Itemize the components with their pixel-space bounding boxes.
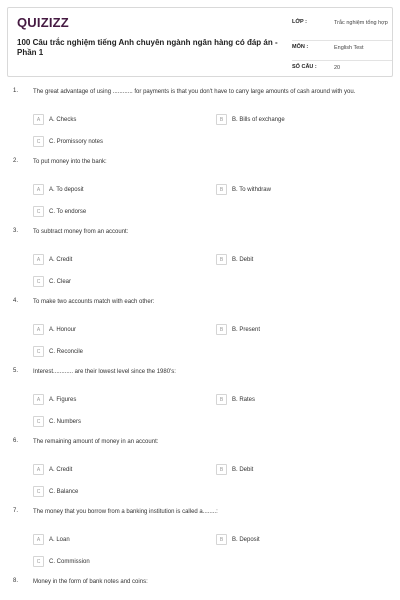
meta-subject-value: English Test [334, 45, 364, 51]
question-number: 6. [13, 438, 19, 444]
option-letter-box: A [33, 114, 44, 125]
option-text: B. Bills of exchange [232, 116, 285, 123]
answer-option[interactable] [216, 254, 253, 265]
answer-option[interactable] [33, 136, 103, 147]
question-number: 8. [13, 578, 19, 584]
question-item [0, 156, 400, 226]
option-text: C. Numbers [49, 418, 82, 425]
answer-option[interactable] [33, 254, 72, 265]
answer-option[interactable] [216, 114, 285, 125]
quizizz-logo: QUIZIZZ [17, 15, 69, 30]
option-text: C. Balance [49, 488, 79, 495]
answer-option[interactable] [216, 184, 271, 195]
question-number: 5. [13, 368, 19, 374]
answer-option[interactable] [33, 394, 76, 405]
option-letter-box: A [33, 394, 44, 405]
question-text: The money that you borrow from a banking institution is called a........: [33, 509, 218, 515]
question-number: 3. [13, 228, 19, 234]
option-letter-box: B [216, 184, 227, 195]
question-text: The remaining amount of money in an account: [33, 439, 159, 445]
answer-option[interactable] [33, 114, 76, 125]
question-number: 1. [13, 88, 19, 94]
question-item [0, 296, 400, 366]
meta-count-row [292, 61, 392, 81]
option-letter-box: B [216, 534, 227, 545]
question-number: 7. [13, 508, 19, 514]
option-text: A. Checks [49, 116, 77, 123]
question-text: To put money into the bank: [33, 159, 107, 165]
question-text: To make two accounts match with each other: [33, 299, 155, 305]
worksheet-header [7, 7, 393, 77]
option-text: C. Reconcile [49, 348, 84, 355]
meta-subject-label: MÔN : [292, 44, 309, 50]
option-text: B. Debit [232, 256, 254, 263]
option-text: A. Credit [49, 466, 73, 473]
question-item [0, 576, 400, 600]
option-text: C. To endorse [49, 208, 87, 215]
answer-option[interactable] [33, 184, 84, 195]
question-list [0, 86, 400, 600]
answer-option[interactable] [33, 324, 76, 335]
answer-option[interactable] [33, 464, 72, 475]
question-text: Interest............ are their lowest level since the 1980's: [33, 369, 176, 375]
answer-option[interactable] [216, 534, 260, 545]
option-text: C. Commission [49, 558, 90, 565]
question-number: 4. [13, 298, 19, 304]
option-letter-box: C [33, 486, 44, 497]
option-text: A. Loan [49, 536, 70, 543]
meta-class-row [292, 16, 392, 41]
answer-option[interactable] [33, 346, 83, 357]
question-item [0, 506, 400, 576]
option-letter-box: C [33, 206, 44, 217]
answer-option[interactable] [33, 416, 81, 427]
option-text: C. Clear [49, 278, 72, 285]
option-letter-box: A [33, 534, 44, 545]
answer-option[interactable] [33, 556, 90, 567]
question-text: The great advantage of using ............ for payments is that you don't have to carry large amounts of cash around with you. [33, 89, 356, 95]
option-letter-box: C [33, 346, 44, 357]
option-letter-box: B [216, 324, 227, 335]
option-letter-box: A [33, 324, 44, 335]
question-item [0, 366, 400, 436]
answer-option[interactable] [216, 394, 255, 405]
option-letter-box: C [33, 276, 44, 287]
option-text: B. To withdraw [232, 186, 271, 193]
answer-option[interactable] [33, 534, 70, 545]
option-letter-box: A [33, 184, 44, 195]
option-letter-box: B [216, 254, 227, 265]
question-item [0, 436, 400, 506]
option-letter-box: C [33, 556, 44, 567]
option-letter-box: B [216, 394, 227, 405]
answer-option[interactable] [216, 464, 253, 475]
option-text: B. Debit [232, 466, 254, 473]
answer-option[interactable] [216, 324, 260, 335]
option-text: C. Promissory notes [49, 138, 104, 145]
option-text: B. Rates [232, 396, 256, 403]
option-letter-box: B [216, 464, 227, 475]
option-text: A. Honour [49, 326, 77, 333]
option-text: A. To deposit [49, 186, 84, 193]
worksheet-meta [292, 16, 392, 81]
option-letter-box: B [216, 114, 227, 125]
option-letter-box: C [33, 136, 44, 147]
option-text: B. Present [232, 326, 261, 333]
option-letter-box: C [33, 416, 44, 427]
answer-option[interactable] [33, 206, 86, 217]
question-text: Money in the form of bank notes and coins: [33, 579, 148, 585]
meta-class-value: Trắc nghiệm tổng hợp [334, 20, 388, 26]
meta-subject-row [292, 41, 392, 61]
worksheet-title: 100 Câu trắc nghiệm tiếng Anh chuyên ngành ngân hàng có đáp án - Phần 1 [17, 38, 278, 57]
question-number: 2. [13, 158, 19, 164]
option-letter-box: A [33, 254, 44, 265]
meta-class-label: LỚP : [292, 19, 307, 25]
question-text: To subtract money from an account: [33, 229, 129, 235]
meta-count-label: SỐ CÂU : [292, 64, 317, 70]
question-item [0, 226, 400, 296]
option-text: B. Deposit [232, 536, 260, 543]
meta-count-value: 20 [334, 65, 341, 71]
answer-option[interactable] [33, 486, 78, 497]
option-text: A. Figures [49, 396, 77, 403]
answer-option[interactable] [33, 276, 71, 287]
question-item [0, 86, 400, 156]
option-text: A. Credit [49, 256, 73, 263]
option-letter-box: A [33, 464, 44, 475]
